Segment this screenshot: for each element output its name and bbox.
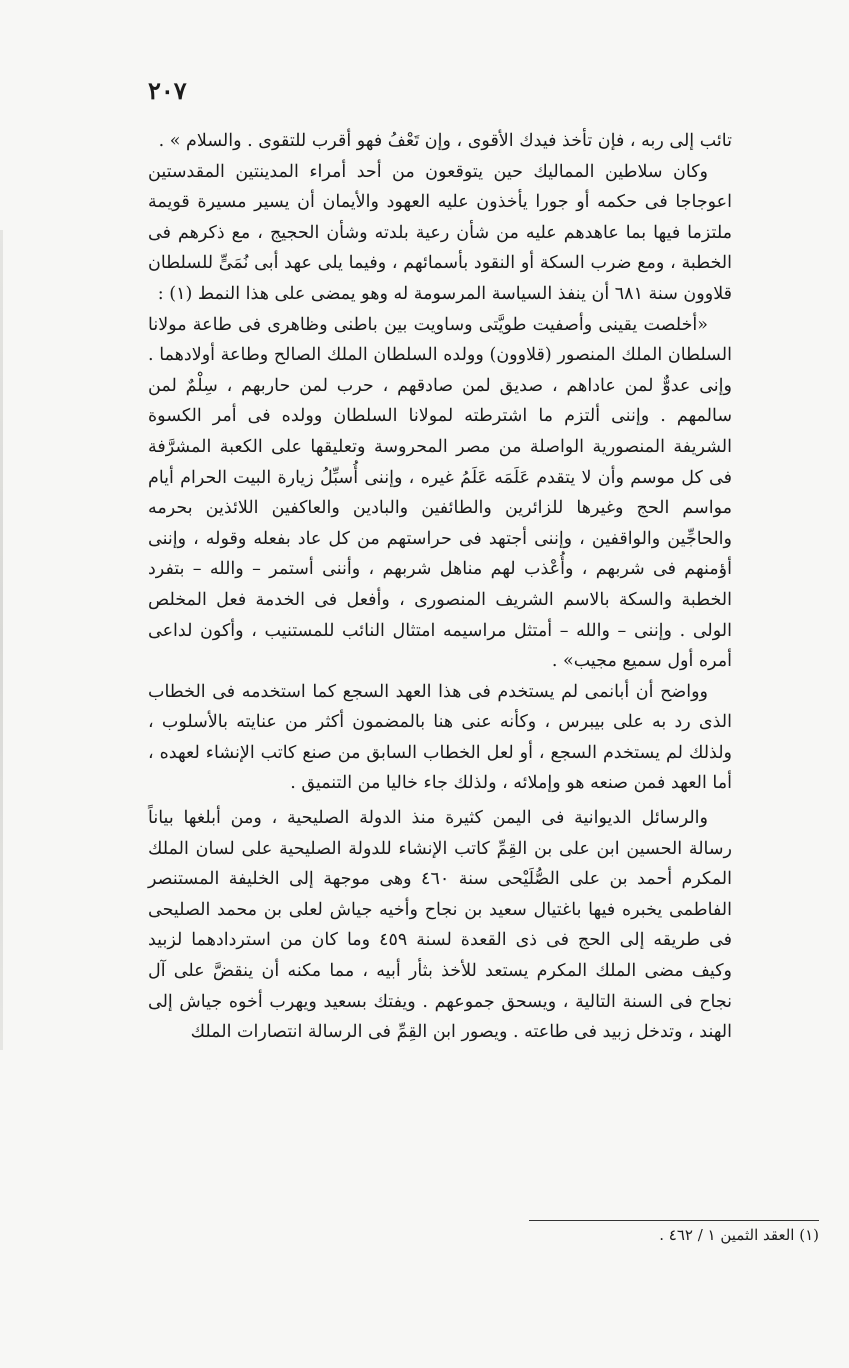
paragraph-commentary: وواضح أن أبانمى لم يستخدم فى هذا العهد السجع كما استخدمه فى الخطاب الذى رد به على بيبرس ، وكأنه عنى هنا بالمضمون أكثر من عنايته بالأسلوب ، ولذلك لم يستخدم السجع ، أو لعل الخطاب السابق من صنع كاتب الإنشاء لعهده ، أما العهد فمن صنعه هو وإملائه ، ولذلك جاء خاليا من التنميق . xyxy=(148,681,732,794)
paragraph-oath-quote: «أخلصت يقينى وأصفيت طويَّتى وساويت بين باطنى وظاهرى فى طاعة مولانا السلطان الملك المنصور (قلاوون) وولده السلطان الملك الصالح وطاعة أولادهما . وإنى عدوٌّ لمن عاداهم ، صديق لمن صادقهم ، حرب لمن حاربهم ، سِلْمٌ لمن سالمهم . وإننى ألتزم ما اشترطته لمولانا السلطان وولده فى أمر الكسوة الشريفة المنصورية الواصلة من مصر المحروسة وتعليقها على الكعبة المشرَّفة فى كل موسم وأن لا يتقدم عَلَمَه عَلَمُ غيره ، وإننى أُسبِّلُ زيارة البيت الحرام أيام مواسم الحج وغيرها للزائرين والطائفين والبادين والعاكفين اللائذين بحرمه والحاجِّين والواقفين ، وإننى أجتهد فى حراستهم من كل عاد بفعله وقوله ، وإننى أؤمنهم فى شربهم ، وأُعْذب لهم مناهل شربهم ، وأننى أستمر – والله – بتفرد الخطبة والسكة بالاسم الشريف المنصورى ، وأفعل فى الخدمة فعل المخلص الولى . وإننى – والله – أمتثل مراسيمه امتثال النائب للمستنيب ، وأكون لداعى أمره أول سميع مجيب» . xyxy=(148,314,732,672)
footnote: (١) العقد الثمين ١ / ٤٦٢ . xyxy=(659,1226,819,1244)
scan-edge xyxy=(0,230,3,1050)
page-number: ٢٠٧ xyxy=(148,76,187,105)
paragraph-yemen-letters: والرسائل الديوانية فى اليمن كثيرة منذ الدولة الصليحية ، ومن أبلغها بياناً رسالة الحسين ابن على بن القِمِّ كاتب الإنشاء للدولة الصليحية على لسان الملك المكرم أحمد بن على الصُّلَيْحى سنة ٤٦٠ وهى موجهة إلى الخليفة المستنصر الفاطمى يخبره فيها باغتيال سعيد بن نجاح وأخيه جياش لعلى بن محمد الصليحى فى طريقه إلى الحج فى ذى القعدة لسنة ٤٥٩ وما كان من استردادهما لزبيد وكيف مضى الملك المكرم يستعد للأخذ بثأر أبيه ، مما مكنه أن ينقضَّ على آل نجاح فى السنة التالية ، ويسحق جموعهم . ويفتك بسعيد ويهرب أخوه جياش إلى الهند ، وتدخل زبيد فى طاعته . ويصور ابن القِمِّ فى الرسالة انتصارات الملك xyxy=(148,808,733,1043)
main-text xyxy=(148,126,732,1048)
paragraph-mamluk-oaths: وكان سلاطين المماليك حين يتوقعون من أحد أمراء المدينتين المقدستين اعوجاجا فى حكمه أو جورا يأخذون عليه العهود والأيمان أن يسير مسيرة قويمة ملتزما فيها بما عاهدهم عليه من شأن رعية بلدته وشأن الحجيج ، مع ذكرهم فى الخطبة ، ومع ضرب السكة أو النقود بأسمائهم ، وفيما يلى عهد أبى نُمَىٍّ للسلطان قلاوون سنة ٦٨١ أن ينفذ السياسة المرسومة له وهو يمضى على هذا النمط (١) : xyxy=(148,161,732,304)
footnote-divider xyxy=(529,1220,819,1221)
paragraph-continuation: تائب إلى ربه ، فإن تأخذ فيدك الأقوى ، وإن تَعْفُ فهو أقرب للتقوى . والسلام » . xyxy=(158,131,732,151)
